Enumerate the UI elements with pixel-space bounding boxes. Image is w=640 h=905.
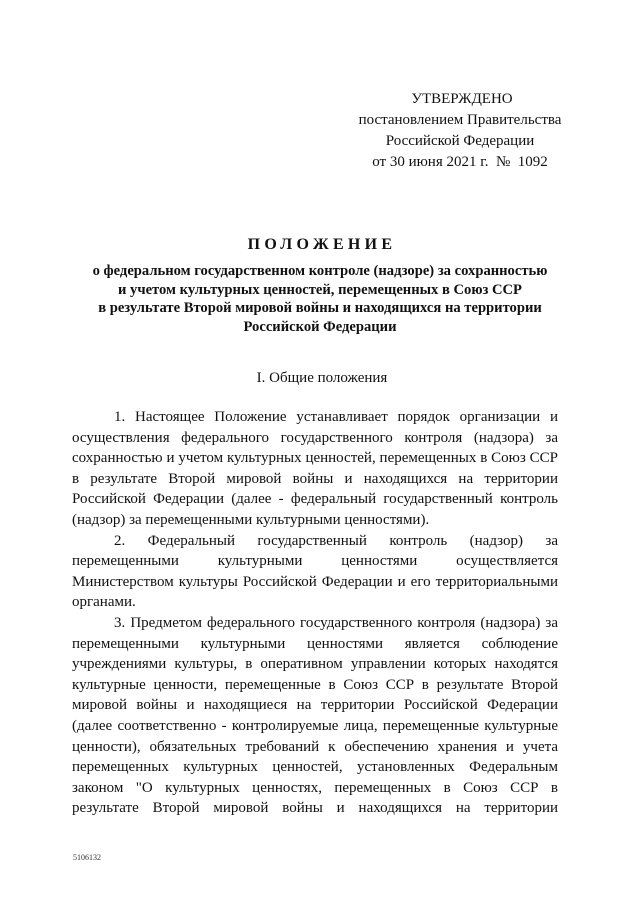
document-subtitle (70, 262, 570, 336)
paragraph-1: 1. Настоящее Положение устанавливает порядок организации и осуществления федерального государственного контроля (надзора) за сохранностью и учетом культурных ценностей, перемещенных в Союз ССР в результате Второй мировой войны и находящихся на территории Российской Федерации (далее - федеральный государственный контроль (надзор) за перемещенными культурными ценностями). (72, 409, 558, 528)
approval-stamp (340, 89, 580, 173)
document-body (72, 407, 558, 819)
paragraph-2: 2. Федеральный государственный контроль (надзор) за перемещенными культурными ценностями осуществляется Министерством культуры Российской Федерации и его территориальными органами. (72, 532, 558, 611)
subtitle-line-3: в результате Второй мировой войны и находящихся на территории (98, 300, 542, 316)
document-footer-code: 5106132 (73, 853, 101, 862)
subtitle-line-2: и учетом культурных ценностей, перемещенных в Союз ССР (118, 281, 522, 298)
paragraph-3: 3. Предметом федерального государственного контроля (надзора) за перемещенными культурными ценностями является соблюдение учреждениями культуры, в оперативном управлении которых находятся культурные ценности, перемещенные в Союз ССР в результате Второй мировой войны и находящиеся на территории Российской Федерации (далее соответственно - контролируемые лица, перемещенные культурные ценности), обязательных требований к обеспечению хранения и учета перемещенных культурных ценностей, установленных Федеральным законом "О культурных ценностях, перемещенных в Союз ССР в результате Второй мировой войны и находящихся на территории (72, 614, 558, 817)
subtitle-line-1: о федеральном государственном контроле (надзоре) за сохранностью (92, 263, 548, 279)
document-title: ПОЛОЖЕНИЕ (247, 236, 397, 253)
subtitle-line-4: Российской Федерации (243, 318, 397, 335)
section-heading: I. Общие положения (256, 370, 388, 386)
approval-date-line: от 30 июня 2021 г. № 1092 (372, 154, 548, 170)
approval-line-2: Российской Федерации (385, 133, 535, 149)
approval-line-1: постановлением Правительства (358, 112, 562, 128)
approval-title: УТВЕРЖДЕНО (411, 91, 513, 107)
